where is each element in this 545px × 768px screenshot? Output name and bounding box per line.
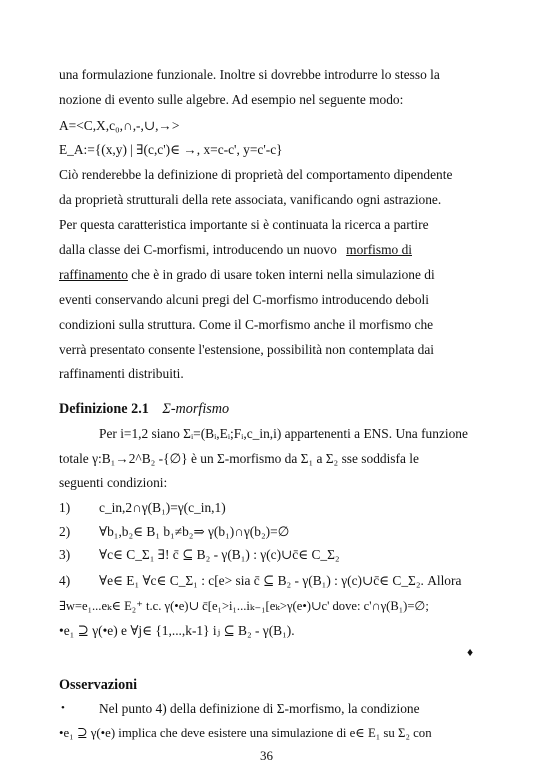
condition-continuation: •e₁ ⊇ γ(•e) e ∀j∈ {1,...,k-1} iⱼ ⊆ B₂ - γ(B₁). bbox=[59, 623, 295, 638]
formula-line: E_A:={(x,y) | ∃(c,c')∈ →, x=c-c', y=c'-c} bbox=[59, 142, 283, 157]
text-line: Ciò renderebbe la definizione di proprietà del comportamento dipendente bbox=[59, 167, 453, 182]
bullet-icon: • bbox=[61, 702, 65, 714]
underlined-term: raffinamento bbox=[59, 267, 128, 282]
condition-continuation: ∃w=e₁...eₖ∈ E₂⁺ t.c. γ(•e)∪ c̄[e₁>i₁...iₖ₋₁[eₖ>γ(e•)∪c' dove: c'∩γ(B₁)=∅; bbox=[59, 599, 429, 613]
text-line bbox=[59, 266, 435, 284]
underlined-term: morfismo di bbox=[346, 242, 412, 257]
definition-name: Σ-morfismo bbox=[162, 401, 230, 417]
text-line: Per questa caratteristica importante si è continuata la ricerca a partire bbox=[59, 217, 429, 232]
text-line: seguenti condizioni: bbox=[59, 475, 168, 490]
condition-text: c_in,2∩γ(B₁)=γ(c_in,1) bbox=[99, 500, 226, 515]
definition-number: Definizione 2.1 bbox=[59, 401, 149, 417]
condition-text: ∀e∈ E₁ ∀c∈ C_Σ₁ : c[e> sia c̄ ⊆ B₂ - γ(B₁) : γ(c)∪c̄∈ C_Σ₂. Allora bbox=[99, 573, 462, 588]
text-line: una formulazione funzionale. Inoltre si dovrebbe introdurre lo stesso la bbox=[59, 67, 440, 82]
formula-line: A=<C,X,c₀,∩,-,∪,→> bbox=[59, 118, 180, 133]
condition-text: ∀b₁,b₂∈ B₁ b₁≠b₂⇒ γ(b₁)∩γ(b₂)=∅ bbox=[99, 524, 290, 539]
condition-text: ∀c∈ C_Σ₁ ∃! c̄ ⊆ B₂ - γ(B₁) : γ(c)∪c̄∈ C_Σ₂ bbox=[99, 547, 340, 562]
text-line: verrà presentato consente l'estensione, possibilità non contemplata dai bbox=[59, 342, 435, 357]
text-line: condizioni sulla struttura. Come il C-morfismo anche il morfismo che bbox=[59, 317, 434, 332]
condition-number: 4) bbox=[59, 573, 71, 588]
text-line bbox=[59, 241, 412, 259]
text-line: nozione di evento sulle algebre. Ad esempio nel seguente modo: bbox=[59, 92, 404, 107]
text-line: raffinamenti distribuiti. bbox=[59, 366, 184, 381]
definition-heading bbox=[59, 400, 229, 418]
page-number: 36 bbox=[260, 748, 273, 763]
condition-number: 1) bbox=[59, 500, 71, 515]
text-line: da proprietà strutturali della rete associata, vanificando ogni astrazione. bbox=[59, 192, 442, 207]
text-fragment: dalla classe dei C-morfismi, introducendo un nuovo bbox=[59, 242, 337, 257]
text-line: eventi conservando alcuni pregi del C-morfismo introducendo deboli bbox=[59, 292, 430, 307]
condition-number: 2) bbox=[59, 524, 71, 539]
observations-heading: Osservazioni bbox=[59, 677, 138, 693]
text-line: totale γ:B₁→2^B₂ -{∅} è un Σ-morfismo da Σ₁ a Σ₂ sse soddisfa le bbox=[59, 451, 419, 466]
text-fragment: che è in grado di usare token interni nella simulazione di bbox=[131, 267, 435, 282]
end-of-definition-mark: ♦ bbox=[467, 645, 474, 659]
text-line: •e₁ ⊇ γ(•e) implica che deve esistere una simulazione di e∈ E₁ su Σ₂ con bbox=[59, 726, 432, 740]
text-line: Per i=1,2 siano Σᵢ=(Bᵢ,Eᵢ;Fᵢ,c_in,i) appartenenti a ENS. Una funzione bbox=[99, 426, 468, 441]
condition-number: 3) bbox=[59, 547, 71, 562]
text-line: Nel punto 4) della definizione di Σ-morfismo, la condizione bbox=[99, 701, 420, 716]
